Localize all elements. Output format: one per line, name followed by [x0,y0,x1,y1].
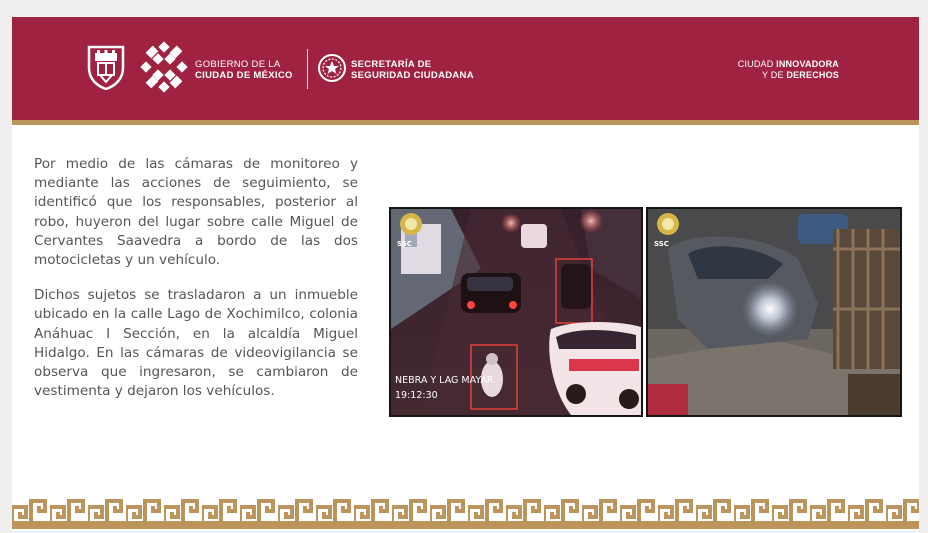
camera1-time-overlay: 19:12:30 [395,390,438,401]
paragraph-1: Por medio de las cámaras de monitoreo y mediante las acciones de seguimiento, se identificó que los responsables, posterior al robo, huyeron del lugar sobre calle Miguel de Cervantes Saavedra a bordo de las dos motocicletas y un vehículo. [34,156,358,269]
slogan-line2-a: Y DE [762,70,787,80]
cdmx-shield-logo [86,44,126,90]
secretariat-line1: SECRETARÍA DE [351,59,432,70]
surveillance-photo-garage [646,207,902,417]
ssc-emblem-icon [317,53,347,83]
header-banner [12,17,919,120]
cdmx-x-logo [140,41,188,93]
camera1-badge: SSC [397,240,412,248]
header-gold-stripe [12,120,919,125]
slogan-line1 [738,59,839,70]
header-divider [307,49,308,89]
decorative-frieze [12,499,919,529]
slogan-line1-a: CIUDAD [737,59,777,69]
slogan-line2 [738,70,839,81]
city-slogan [738,59,839,81]
government-line2: CIUDAD DE MÉXICO [195,70,293,81]
paragraph-2: Dichos sujetos se trasladaron a un inmueble ubicado en la calle Lago de Xochimilco, colonia Anáhuac I Sección, en la alcaldía Miguel Hidalgo. En las cámaras de videovigilancia se observa que ingresaron, se cambiaron de vestimenta y dejaron los vehículos. [34,287,358,400]
camera2-badge: SSC [654,240,669,248]
camera1-location-overlay: NEBRA Y LAG MAYAR [395,375,494,386]
slogan-line2-b: DERECHOS [786,70,839,80]
government-name [195,59,293,81]
body-text [34,155,358,417]
government-line1: GOBIERNO DE LA [195,59,281,70]
presentation-slide [12,17,919,531]
slogan-line1-b: INNOVADORA [776,59,839,69]
secretariat-name [351,59,474,81]
secretariat-line2: SEGURIDAD CIUDADANA [351,70,474,81]
surveillance-photo-street [389,207,643,417]
